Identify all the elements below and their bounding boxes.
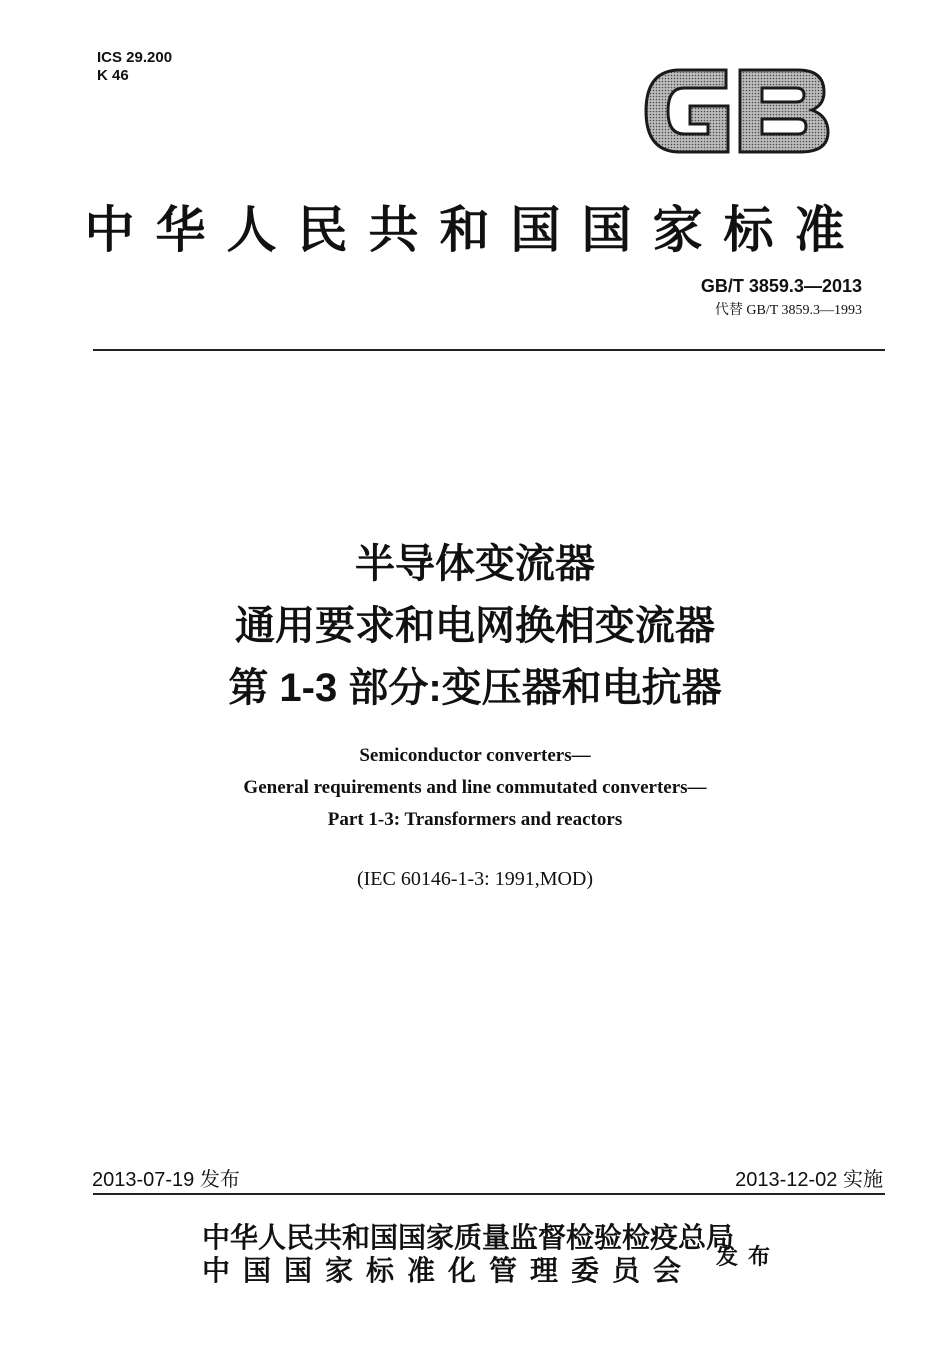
standard-code: GB/T 3859.3—2013 — [700, 276, 862, 296]
classification-block — [97, 49, 172, 85]
footer-divider — [93, 1193, 885, 1195]
publishers-block — [202, 1222, 734, 1288]
ccs-code: K 46 — [97, 67, 129, 84]
standard-number-block — [701, 276, 862, 319]
header-divider — [93, 349, 885, 351]
english-title-line-1: Semiconductor converters— — [359, 745, 591, 766]
english-title-line-2: General requirements and line commutated converters— — [243, 777, 707, 798]
replaced-standard: 代替 GB/T 3859.3—1993 — [714, 303, 862, 318]
chinese-title — [0, 533, 950, 719]
publisher-sac: 中国国家标准化管理委员会 — [202, 1256, 695, 1287]
chinese-title-line-2: 通用要求和电网换相变流器 — [235, 604, 715, 648]
english-title — [0, 740, 950, 836]
english-title-line-3: Part 1-3: Transformers and reactors — [327, 809, 623, 830]
implementation-date: 2013-12-02 实施 — [735, 1169, 883, 1191]
chinese-title-line-1: 半导体变流器 — [355, 542, 595, 586]
issue-date: 2013-07-19 发布 — [92, 1169, 240, 1191]
chinese-title-line-3: 第 1-3 部分:变压器和电抗器 — [228, 666, 722, 710]
publish-label: 发布 — [716, 1244, 781, 1269]
ics-code: ICS 29.200 — [97, 49, 173, 66]
iec-reference: (IEC 60146-1-3: 1991,MOD) — [356, 868, 594, 890]
gb-national-standard-logo-icon — [640, 62, 832, 160]
publisher-aqsiq: 中华人民共和国国家质量监督检验检疫总局 — [202, 1223, 735, 1254]
national-standard-title: 中华人民共和国国家标准 — [84, 202, 866, 258]
